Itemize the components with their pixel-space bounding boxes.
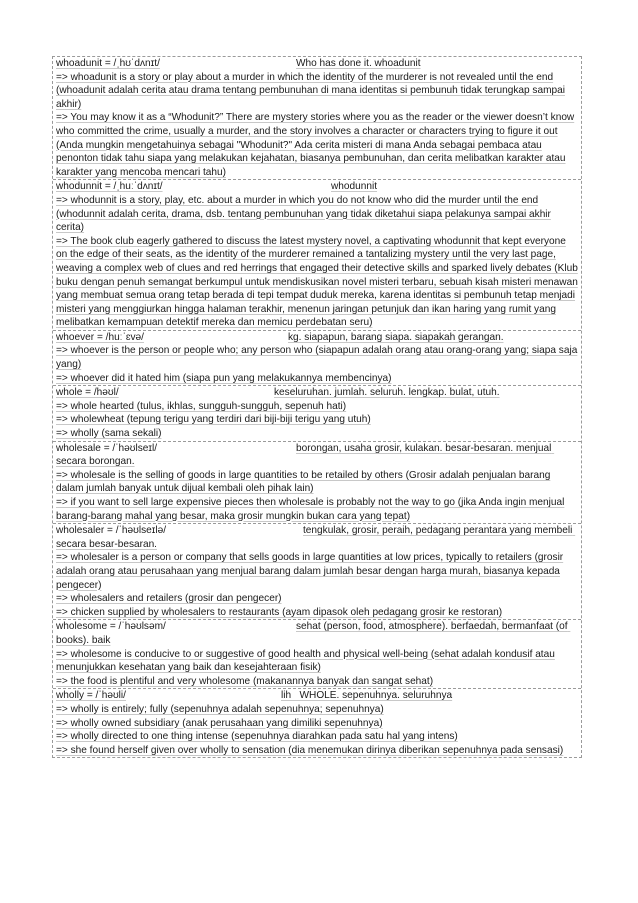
entry-definition: => wholesaler is a person or company that sells goods in large quantities at low prices, typically to retailers (grosir adalah orang atau perusahaan yang menjual barang dalam jumlah besar dengan harga murah, biasanya kepada pengecer) [56, 552, 564, 591]
entry-definition: => wholly is entirely; fully (sepenuhnya adalah sepenuhnya; sepenuhnya) [56, 703, 384, 715]
entry-definition: => wholesalers and retailers (grosir dan pengecer) [56, 593, 282, 605]
entry-translation: borongan, usaha grosir, kulakan. besar-besaran. menjual secara borongan. [56, 442, 555, 468]
entry-headword: wholesome = /ˈhəʊlsəm/ [56, 621, 166, 633]
entry-headword: whole = /həʊl/ [56, 387, 119, 399]
entry-headline [56, 180, 579, 194]
dictionary-sheet [52, 56, 582, 758]
dictionary-entry [53, 620, 581, 689]
entry-headword: wholesaler = /ˈhəʊlseɪlə/ [56, 525, 167, 537]
entry-definition: => the food is plentiful and very wholesome (makanannya banyak dan sangat sehat) [56, 675, 434, 687]
entry-headline [56, 524, 579, 551]
dictionary-entry [53, 689, 581, 757]
dictionary-entry [53, 57, 581, 180]
entry-headline [56, 386, 579, 400]
entry-headline [56, 331, 579, 345]
dictionary-entry [53, 442, 581, 525]
entry-headword: whoadunit = /ˌhʊˈdʌnɪt/ [56, 58, 160, 69]
entry-definition: => whole hearted (tulus, ikhlas, sungguh-sungguh, sepenuh hati) [56, 400, 347, 412]
entry-definition: => she found herself given over wholly to sensation (dia menemukan dirinya diberikan sepenuhnya pada sensasi) [56, 744, 564, 756]
dictionary-entry [53, 524, 581, 620]
entry-headword: wholly = /ˈhəʊli/ [56, 690, 126, 702]
entry-definition: => wholesome is conducive to or suggestive of good health and physical well-being (sehat adalah kondusif atau menunjukkan kesehatan yang baik dan kesejahteraan fisik) [56, 648, 555, 674]
entry-translation: kg. siapapun, barang siapa. siapakah gerangan. [288, 331, 504, 343]
entry-translation: tengkulak, grosir, peraih, pedagang perantara yang membeli secara besar-besaran. [56, 525, 576, 550]
entry-definition: => whoever is the person or people who; any person who (siapapun adalah orang atau orang-orang yang; siapa saja yang) [56, 345, 578, 371]
entry-definition: => wholly owned subsidiary (anak perusahaan yang dimiliki sepenuhnya) [56, 717, 383, 729]
entry-definition: => chicken supplied by wholesalers to restaurants (ayam dipasok oleh pedagang grosir ke restoran) [56, 606, 503, 618]
entry-definition: => whoadunit is a story or play about a murder in which the identity of the murderer is not revealed until the end (whoadunit adalah cerita atau drama tentang pembunuhan di mana identitas si pembunuh tidak terungkap sampai akhir) [56, 71, 565, 110]
entry-definition: => wholesale is the selling of goods in large quantities to be retailed by others (Grosir adalah penjualan barang dalam jumlah banyak untuk dijual kembali oleh pihak lain) [56, 469, 551, 495]
entry-translation: whodunnit [331, 181, 378, 193]
entry-translation: lih WHOLE. sepenuhnya. seluruhnya [281, 690, 453, 702]
entry-headline [56, 620, 579, 647]
entry-headline [56, 442, 579, 469]
entry-definition: => wholly directed to one thing intense (sepenuhnya diarahkan pada satu hal yang intens) [56, 731, 458, 743]
entry-definition: => if you want to sell large expensive pieces then wholesale is probably not the way to go (jika Anda ingin menjual barang-barang mahal yang besar, maka grosir mungkin bukan cara yang tepat) [56, 497, 565, 522]
entry-definition: => wholly (sama sekali) [56, 428, 162, 440]
entry-headline [56, 689, 579, 703]
entry-translation: Who has done it. whoadunit [296, 58, 421, 69]
entry-headword: whoever = /huːˈɛvə/ [56, 331, 144, 343]
entry-definition: => You may know it as a “Whodunit?” There are mystery stories where you as the reader or the viewer doesn’t know who committed the crime, usually a murder, and the story involves a character or characters trying to figure it out (Anda mungkin mengetahuinya sebagai "Whodunit?" Ada cerita misteri di mana Anda sebagai pembaca atau penonton tidak tahu siapa yang melakukan kejahatan, biasanya pembunuhan, dan cerita melibatkan karakter atau karakter yang mencoba mencari tahu) [56, 112, 575, 178]
entry-definition: => whoever did it hated him (siapa pun yang melakukannya membencinya) [56, 372, 392, 384]
entry-translation: sehat (person, food, atmosphere). berfaedah, bermanfaat (of books). baik [56, 621, 571, 646]
entry-definition: => wholewheat (tepung terigu yang terdiri dari biji-biji terigu yang utuh) [56, 414, 371, 426]
dictionary-entry [53, 180, 581, 331]
dictionary-entry [53, 386, 581, 441]
entry-headword: wholesale = /ˈhəʊlseɪl/ [56, 442, 158, 454]
entry-headline [56, 57, 579, 71]
entry-definition: => The book club eagerly gathered to discuss the latest mystery novel, a captivating whodunnit that kept everyone on the edge of their seats, as the identity of the murderer remained a tantalizing mystery until the very last page, weaving a complex web of clues and red herrings that engaged their detective skills and sparked lively debates (Klub buku dengan penuh semangat berkumpul untuk mendiskusikan novel misteri terbaru, sebuah kisah misteri menawan yang membuat semua orang tetap berada di tepi tempat duduk mereka, karena identitas si pembunuh tetap menjadi misteri yang menggiurkan hingga halaman terakhir, menenun jaringan petunjuk dan ikan haring yang rumit yang melibatkan kemampuan detektif mereka dan memicu perdebatan seru) [56, 235, 578, 329]
entry-translation: keseluruhan. jumlah. seluruh. lengkap. bulat, utuh. [274, 387, 500, 399]
dictionary-entry [53, 331, 581, 386]
entry-headword: whodunnit = /ˌhuːˈdʌnɪt/ [56, 181, 163, 193]
entry-definition: => whodunnit is a story, play, etc. about a murder in which you do not know who did the murder until the end (whodunnit adalah cerita, drama, dsb. tentang pembunuhan yang tidak diketahui siapa pelakunya sampai akhir cerita) [56, 194, 551, 234]
